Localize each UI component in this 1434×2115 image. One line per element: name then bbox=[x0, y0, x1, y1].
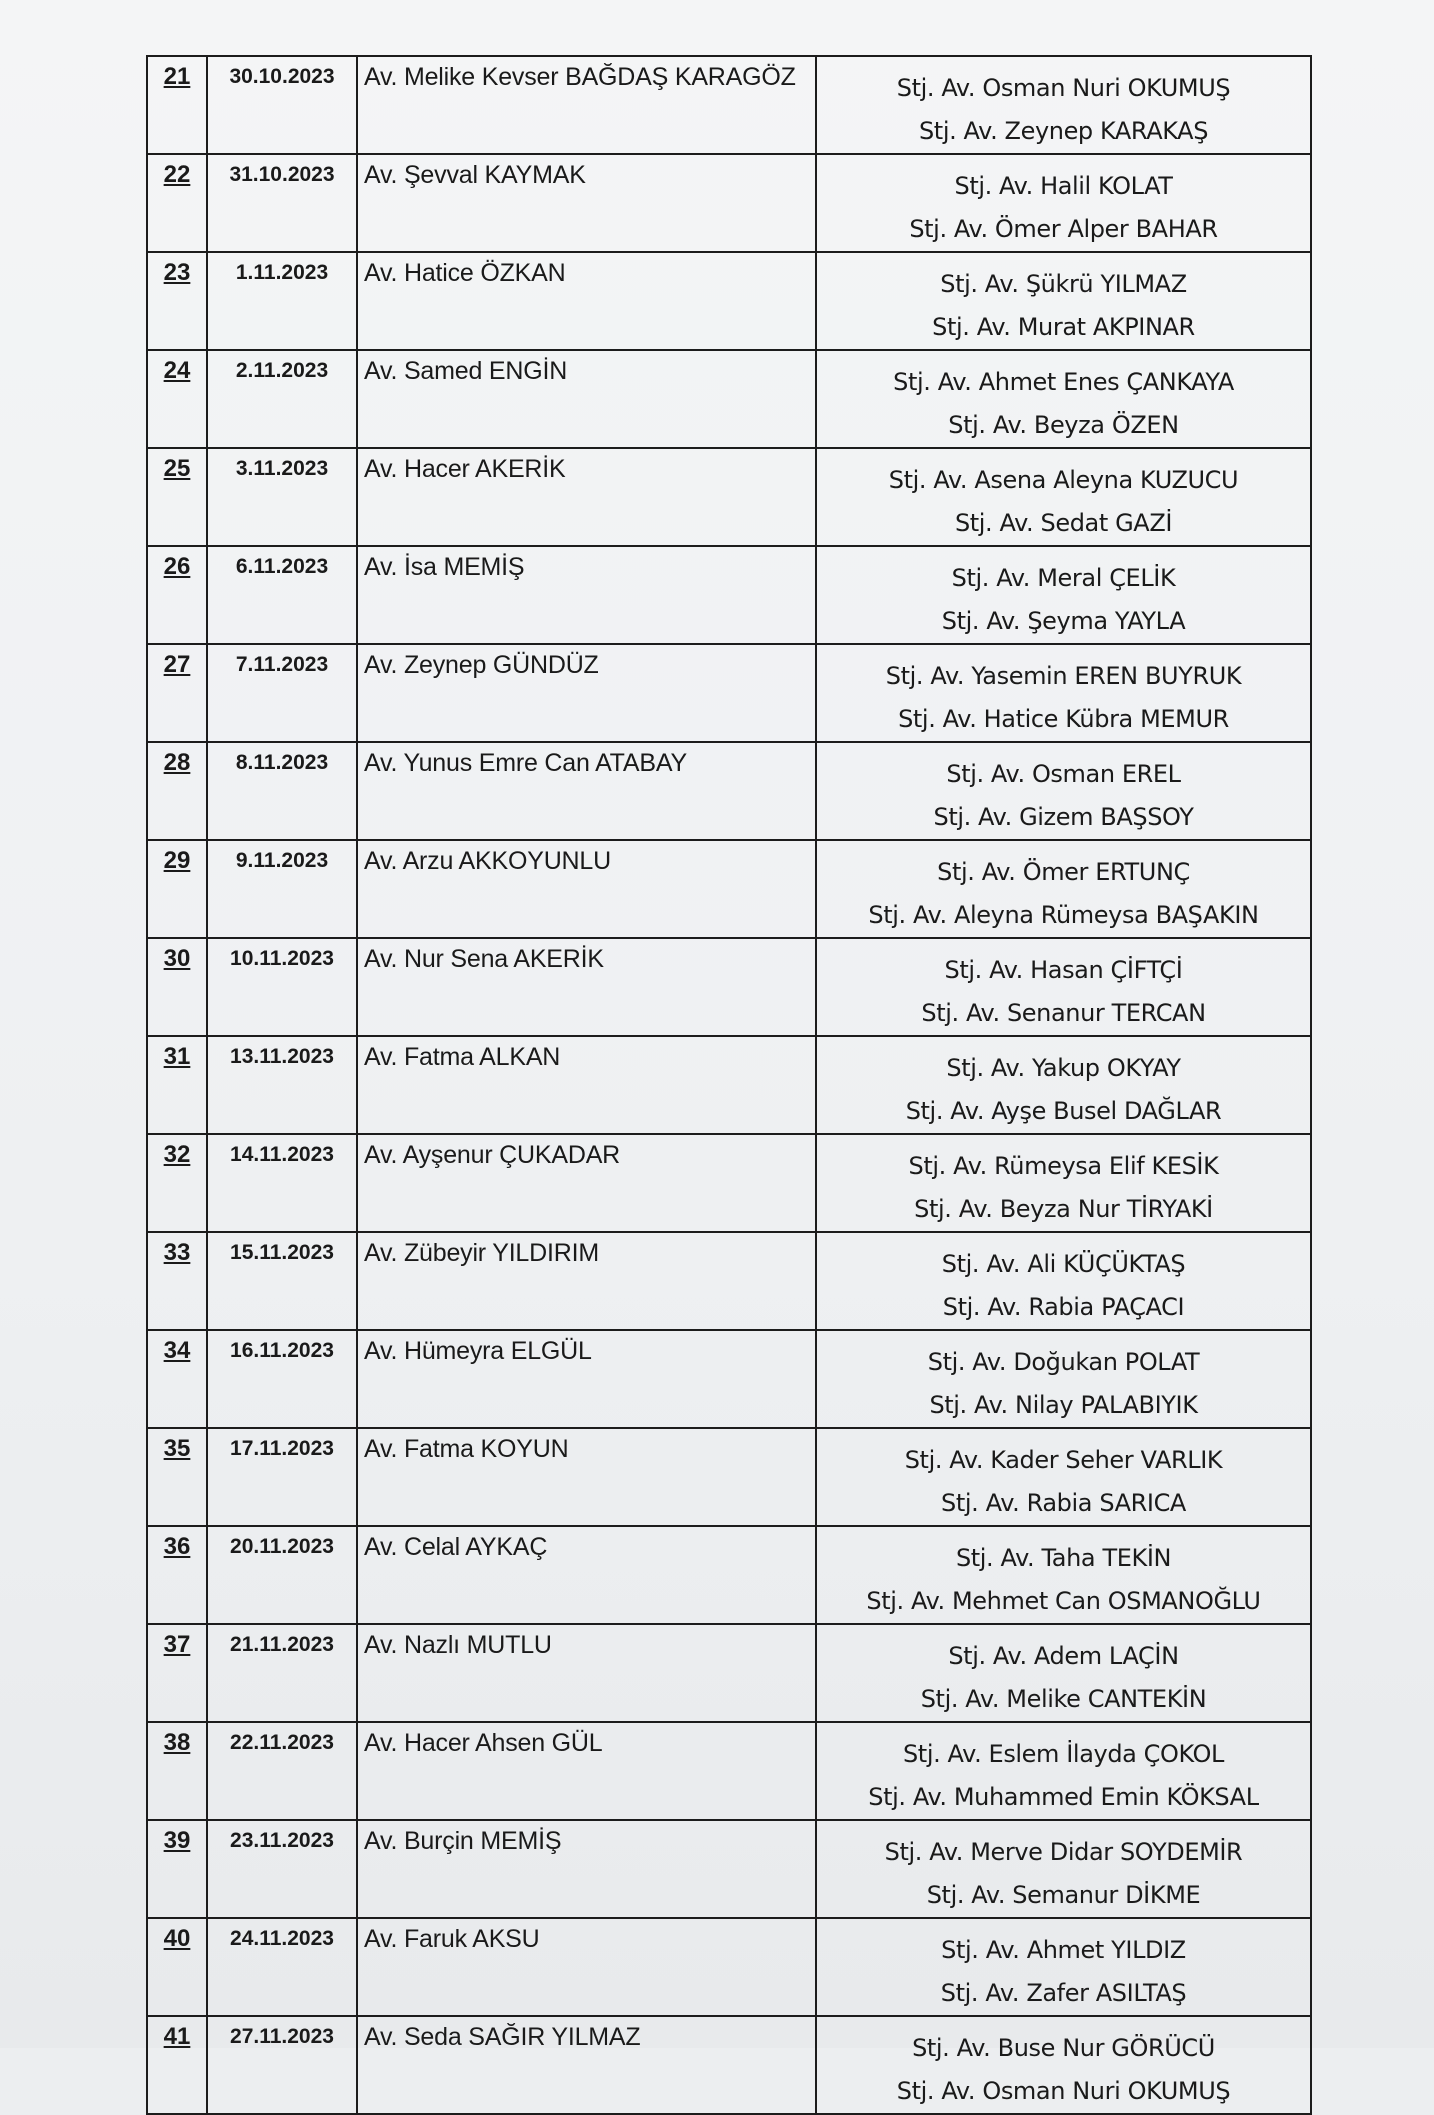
intern-list bbox=[816, 154, 1311, 252]
row-number: 30 bbox=[147, 938, 207, 1036]
duty-date: 20.11.2023 bbox=[207, 1526, 357, 1624]
row-number: 22 bbox=[147, 154, 207, 252]
lawyer-name: Av. Burçin MEMİŞ bbox=[357, 1820, 816, 1918]
intern-list bbox=[816, 1134, 1311, 1232]
intern-name: Stj. Av. Eslem İlayda ÇOKOL bbox=[902, 1740, 1225, 1768]
lawyer-name: Av. Ayşenur ÇUKADAR bbox=[357, 1134, 816, 1232]
lawyer-name: Av. Samed ENGİN bbox=[357, 350, 816, 448]
lawyer-name: Av. Celal AYKAÇ bbox=[357, 1526, 816, 1624]
intern-list bbox=[816, 1330, 1311, 1428]
intern-name: Stj. Av. Meral ÇELİK bbox=[951, 564, 1176, 592]
intern-name: Stj. Av. Ayşe Busel DAĞLAR bbox=[905, 1097, 1222, 1125]
table-row bbox=[147, 252, 1311, 350]
roster-body bbox=[147, 56, 1311, 2114]
table-row bbox=[147, 1036, 1311, 1134]
duty-date: 13.11.2023 bbox=[207, 1036, 357, 1134]
intern-list bbox=[816, 56, 1311, 154]
table-row bbox=[147, 1428, 1311, 1526]
intern-name: Stj. Av. Ahmet YILDIZ bbox=[941, 1936, 1186, 1964]
intern-name: Stj. Av. Semanur DİKME bbox=[926, 1881, 1201, 1909]
row-number: 37 bbox=[147, 1624, 207, 1722]
row-number: 26 bbox=[147, 546, 207, 644]
intern-list bbox=[816, 252, 1311, 350]
row-number: 29 bbox=[147, 840, 207, 938]
intern-name: Stj. Av. Şükrü YILMAZ bbox=[940, 270, 1187, 298]
intern-name: Stj. Av. Ömer ERTUNÇ bbox=[937, 858, 1190, 886]
row-number: 36 bbox=[147, 1526, 207, 1624]
duty-date: 22.11.2023 bbox=[207, 1722, 357, 1820]
lawyer-name: Av. Faruk AKSU bbox=[357, 1918, 816, 2016]
intern-name: Stj. Av. Beyza Nur TİRYAKİ bbox=[914, 1195, 1213, 1223]
row-number: 24 bbox=[147, 350, 207, 448]
lawyer-name: Av. Zeynep GÜNDÜZ bbox=[357, 644, 816, 742]
intern-name: Stj. Av. Nilay PALABIYIK bbox=[929, 1391, 1198, 1419]
intern-name: Stj. Av. Senanur TERCAN bbox=[921, 999, 1206, 1027]
lawyer-name: Av. Hacer Ahsen GÜL bbox=[357, 1722, 816, 1820]
table-row bbox=[147, 350, 1311, 448]
table-row bbox=[147, 2016, 1311, 2114]
lawyer-name: Av. Hatice ÖZKAN bbox=[357, 252, 816, 350]
intern-name: Stj. Av. Hasan ÇİFTÇİ bbox=[944, 956, 1183, 984]
intern-name: Stj. Av. Muhammed Emin KÖKSAL bbox=[868, 1783, 1259, 1811]
lawyer-name: Av. Nazlı MUTLU bbox=[357, 1624, 816, 1722]
row-number: 32 bbox=[147, 1134, 207, 1232]
intern-name: Stj. Av. Beyza ÖZEN bbox=[948, 411, 1179, 439]
table-row bbox=[147, 56, 1311, 154]
duty-date: 16.11.2023 bbox=[207, 1330, 357, 1428]
intern-list bbox=[816, 350, 1311, 448]
intern-list bbox=[816, 1526, 1311, 1624]
intern-name: Stj. Av. Hatice Kübra MEMUR bbox=[898, 705, 1229, 733]
lawyer-name: Av. Zübeyir YILDIRIM bbox=[357, 1232, 816, 1330]
intern-name: Stj. Av. Yasemin EREN BUYRUK bbox=[885, 662, 1242, 690]
table-row bbox=[147, 1820, 1311, 1918]
row-number: 41 bbox=[147, 2016, 207, 2114]
intern-name: Stj. Av. Doğukan POLAT bbox=[927, 1348, 1200, 1376]
intern-name: Stj. Av. Gizem BAŞSOY bbox=[933, 803, 1194, 831]
intern-name: Stj. Av. Yakup OKYAY bbox=[946, 1054, 1181, 1082]
duty-date: 2.11.2023 bbox=[207, 350, 357, 448]
table-row bbox=[147, 1918, 1311, 2016]
duty-date: 30.10.2023 bbox=[207, 56, 357, 154]
intern-name: Stj. Av. Adem LAÇİN bbox=[948, 1642, 1179, 1670]
lawyer-name: Av. Yunus Emre Can ATABAY bbox=[357, 742, 816, 840]
duty-date: 15.11.2023 bbox=[207, 1232, 357, 1330]
intern-name: Stj. Av. Murat AKPINAR bbox=[932, 313, 1195, 341]
lawyer-name: Av. Melike Kevser BAĞDAŞ KARAGÖZ bbox=[357, 56, 816, 154]
intern-list bbox=[816, 1232, 1311, 1330]
intern-name: Stj. Av. Osman EREL bbox=[946, 760, 1181, 788]
intern-name: Stj. Av. Ahmet Enes ÇANKAYA bbox=[893, 368, 1234, 396]
intern-list bbox=[816, 1036, 1311, 1134]
intern-name: Stj. Av. Melike CANTEKİN bbox=[920, 1685, 1207, 1713]
table-row bbox=[147, 742, 1311, 840]
intern-list bbox=[816, 1918, 1311, 2016]
intern-name: Stj. Av. Asena Aleyna KUZUCU bbox=[888, 466, 1239, 494]
table-row bbox=[147, 1330, 1311, 1428]
duty-date: 1.11.2023 bbox=[207, 252, 357, 350]
duty-date: 17.11.2023 bbox=[207, 1428, 357, 1526]
table-row bbox=[147, 644, 1311, 742]
row-number: 21 bbox=[147, 56, 207, 154]
lawyer-name: Av. İsa MEMİŞ bbox=[357, 546, 816, 644]
table-row bbox=[147, 1134, 1311, 1232]
intern-name: Stj. Av. Halil KOLAT bbox=[954, 172, 1173, 200]
intern-list bbox=[816, 1722, 1311, 1820]
row-number: 35 bbox=[147, 1428, 207, 1526]
lawyer-name: Av. Şevval KAYMAK bbox=[357, 154, 816, 252]
lawyer-name: Av. Hacer AKERİK bbox=[357, 448, 816, 546]
table-row bbox=[147, 1526, 1311, 1624]
duty-date: 24.11.2023 bbox=[207, 1918, 357, 2016]
intern-list bbox=[816, 1428, 1311, 1526]
duty-date: 9.11.2023 bbox=[207, 840, 357, 938]
duty-date: 3.11.2023 bbox=[207, 448, 357, 546]
table-row bbox=[147, 1722, 1311, 1820]
intern-name: Stj. Av. Osman Nuri OKUMUŞ bbox=[896, 74, 1231, 102]
row-number: 34 bbox=[147, 1330, 207, 1428]
row-number: 23 bbox=[147, 252, 207, 350]
duty-date: 10.11.2023 bbox=[207, 938, 357, 1036]
lawyer-name: Av. Arzu AKKOYUNLU bbox=[357, 840, 816, 938]
table-row bbox=[147, 448, 1311, 546]
table-row bbox=[147, 1232, 1311, 1330]
intern-list bbox=[816, 742, 1311, 840]
lawyer-name: Av. Nur Sena AKERİK bbox=[357, 938, 816, 1036]
intern-name: Stj. Av. Osman Nuri OKUMUŞ bbox=[896, 2077, 1231, 2105]
row-number: 38 bbox=[147, 1722, 207, 1820]
row-number: 28 bbox=[147, 742, 207, 840]
intern-name: Stj. Av. Zafer ASILTAŞ bbox=[940, 1979, 1187, 2007]
row-number: 40 bbox=[147, 1918, 207, 2016]
table-row bbox=[147, 840, 1311, 938]
intern-list bbox=[816, 938, 1311, 1036]
intern-name: Stj. Av. Kader Seher VARLIK bbox=[904, 1446, 1223, 1474]
intern-name: Stj. Av. Aleyna Rümeysa BAŞAKIN bbox=[868, 901, 1259, 929]
intern-list bbox=[816, 546, 1311, 644]
intern-name: Stj. Av. Rabia PAÇACI bbox=[942, 1293, 1185, 1321]
row-number: 25 bbox=[147, 448, 207, 546]
duty-date: 27.11.2023 bbox=[207, 2016, 357, 2114]
intern-name: Stj. Av. Zeynep KARAKAŞ bbox=[918, 117, 1209, 145]
intern-name: Stj. Av. Buse Nur GÖRÜCÜ bbox=[912, 2034, 1215, 2062]
intern-name: Stj. Av. Ali KÜÇÜKTAŞ bbox=[941, 1250, 1186, 1278]
lawyer-name: Av. Seda SAĞIR YILMAZ bbox=[357, 2016, 816, 2114]
intern-name: Stj. Av. Rabia SARICA bbox=[941, 1489, 1186, 1517]
duty-date: 21.11.2023 bbox=[207, 1624, 357, 1722]
row-number: 33 bbox=[147, 1232, 207, 1330]
row-number: 27 bbox=[147, 644, 207, 742]
intern-name: Stj. Av. Sedat GAZİ bbox=[954, 509, 1173, 537]
intern-name: Stj. Av. Merve Didar SOYDEMİR bbox=[884, 1838, 1243, 1866]
table-row bbox=[147, 546, 1311, 644]
lawyer-name: Av. Fatma KOYUN bbox=[357, 1428, 816, 1526]
duty-date: 31.10.2023 bbox=[207, 154, 357, 252]
intern-list bbox=[816, 644, 1311, 742]
table-row bbox=[147, 1624, 1311, 1722]
intern-list bbox=[816, 2016, 1311, 2114]
duty-date: 23.11.2023 bbox=[207, 1820, 357, 1918]
lawyer-name: Av. Hümeyra ELGÜL bbox=[357, 1330, 816, 1428]
duty-date: 7.11.2023 bbox=[207, 644, 357, 742]
lawyer-name: Av. Fatma ALKAN bbox=[357, 1036, 816, 1134]
table-row bbox=[147, 154, 1311, 252]
intern-list bbox=[816, 1820, 1311, 1918]
table-row bbox=[147, 938, 1311, 1036]
duty-date: 6.11.2023 bbox=[207, 546, 357, 644]
row-number: 39 bbox=[147, 1820, 207, 1918]
intern-list bbox=[816, 840, 1311, 938]
intern-list bbox=[816, 448, 1311, 546]
intern-name: Stj. Av. Taha TEKİN bbox=[955, 1544, 1172, 1572]
row-number: 31 bbox=[147, 1036, 207, 1134]
duty-date: 8.11.2023 bbox=[207, 742, 357, 840]
intern-list bbox=[816, 1624, 1311, 1722]
intern-name: Stj. Av. Ömer Alper BAHAR bbox=[909, 215, 1218, 243]
duty-date: 14.11.2023 bbox=[207, 1134, 357, 1232]
intern-name: Stj. Av. Rümeysa Elif KESİK bbox=[908, 1152, 1219, 1180]
duty-roster-table bbox=[146, 55, 1312, 2115]
intern-name: Stj. Av. Mehmet Can OSMANOĞLU bbox=[866, 1587, 1261, 1615]
intern-name: Stj. Av. Şeyma YAYLA bbox=[941, 607, 1186, 635]
